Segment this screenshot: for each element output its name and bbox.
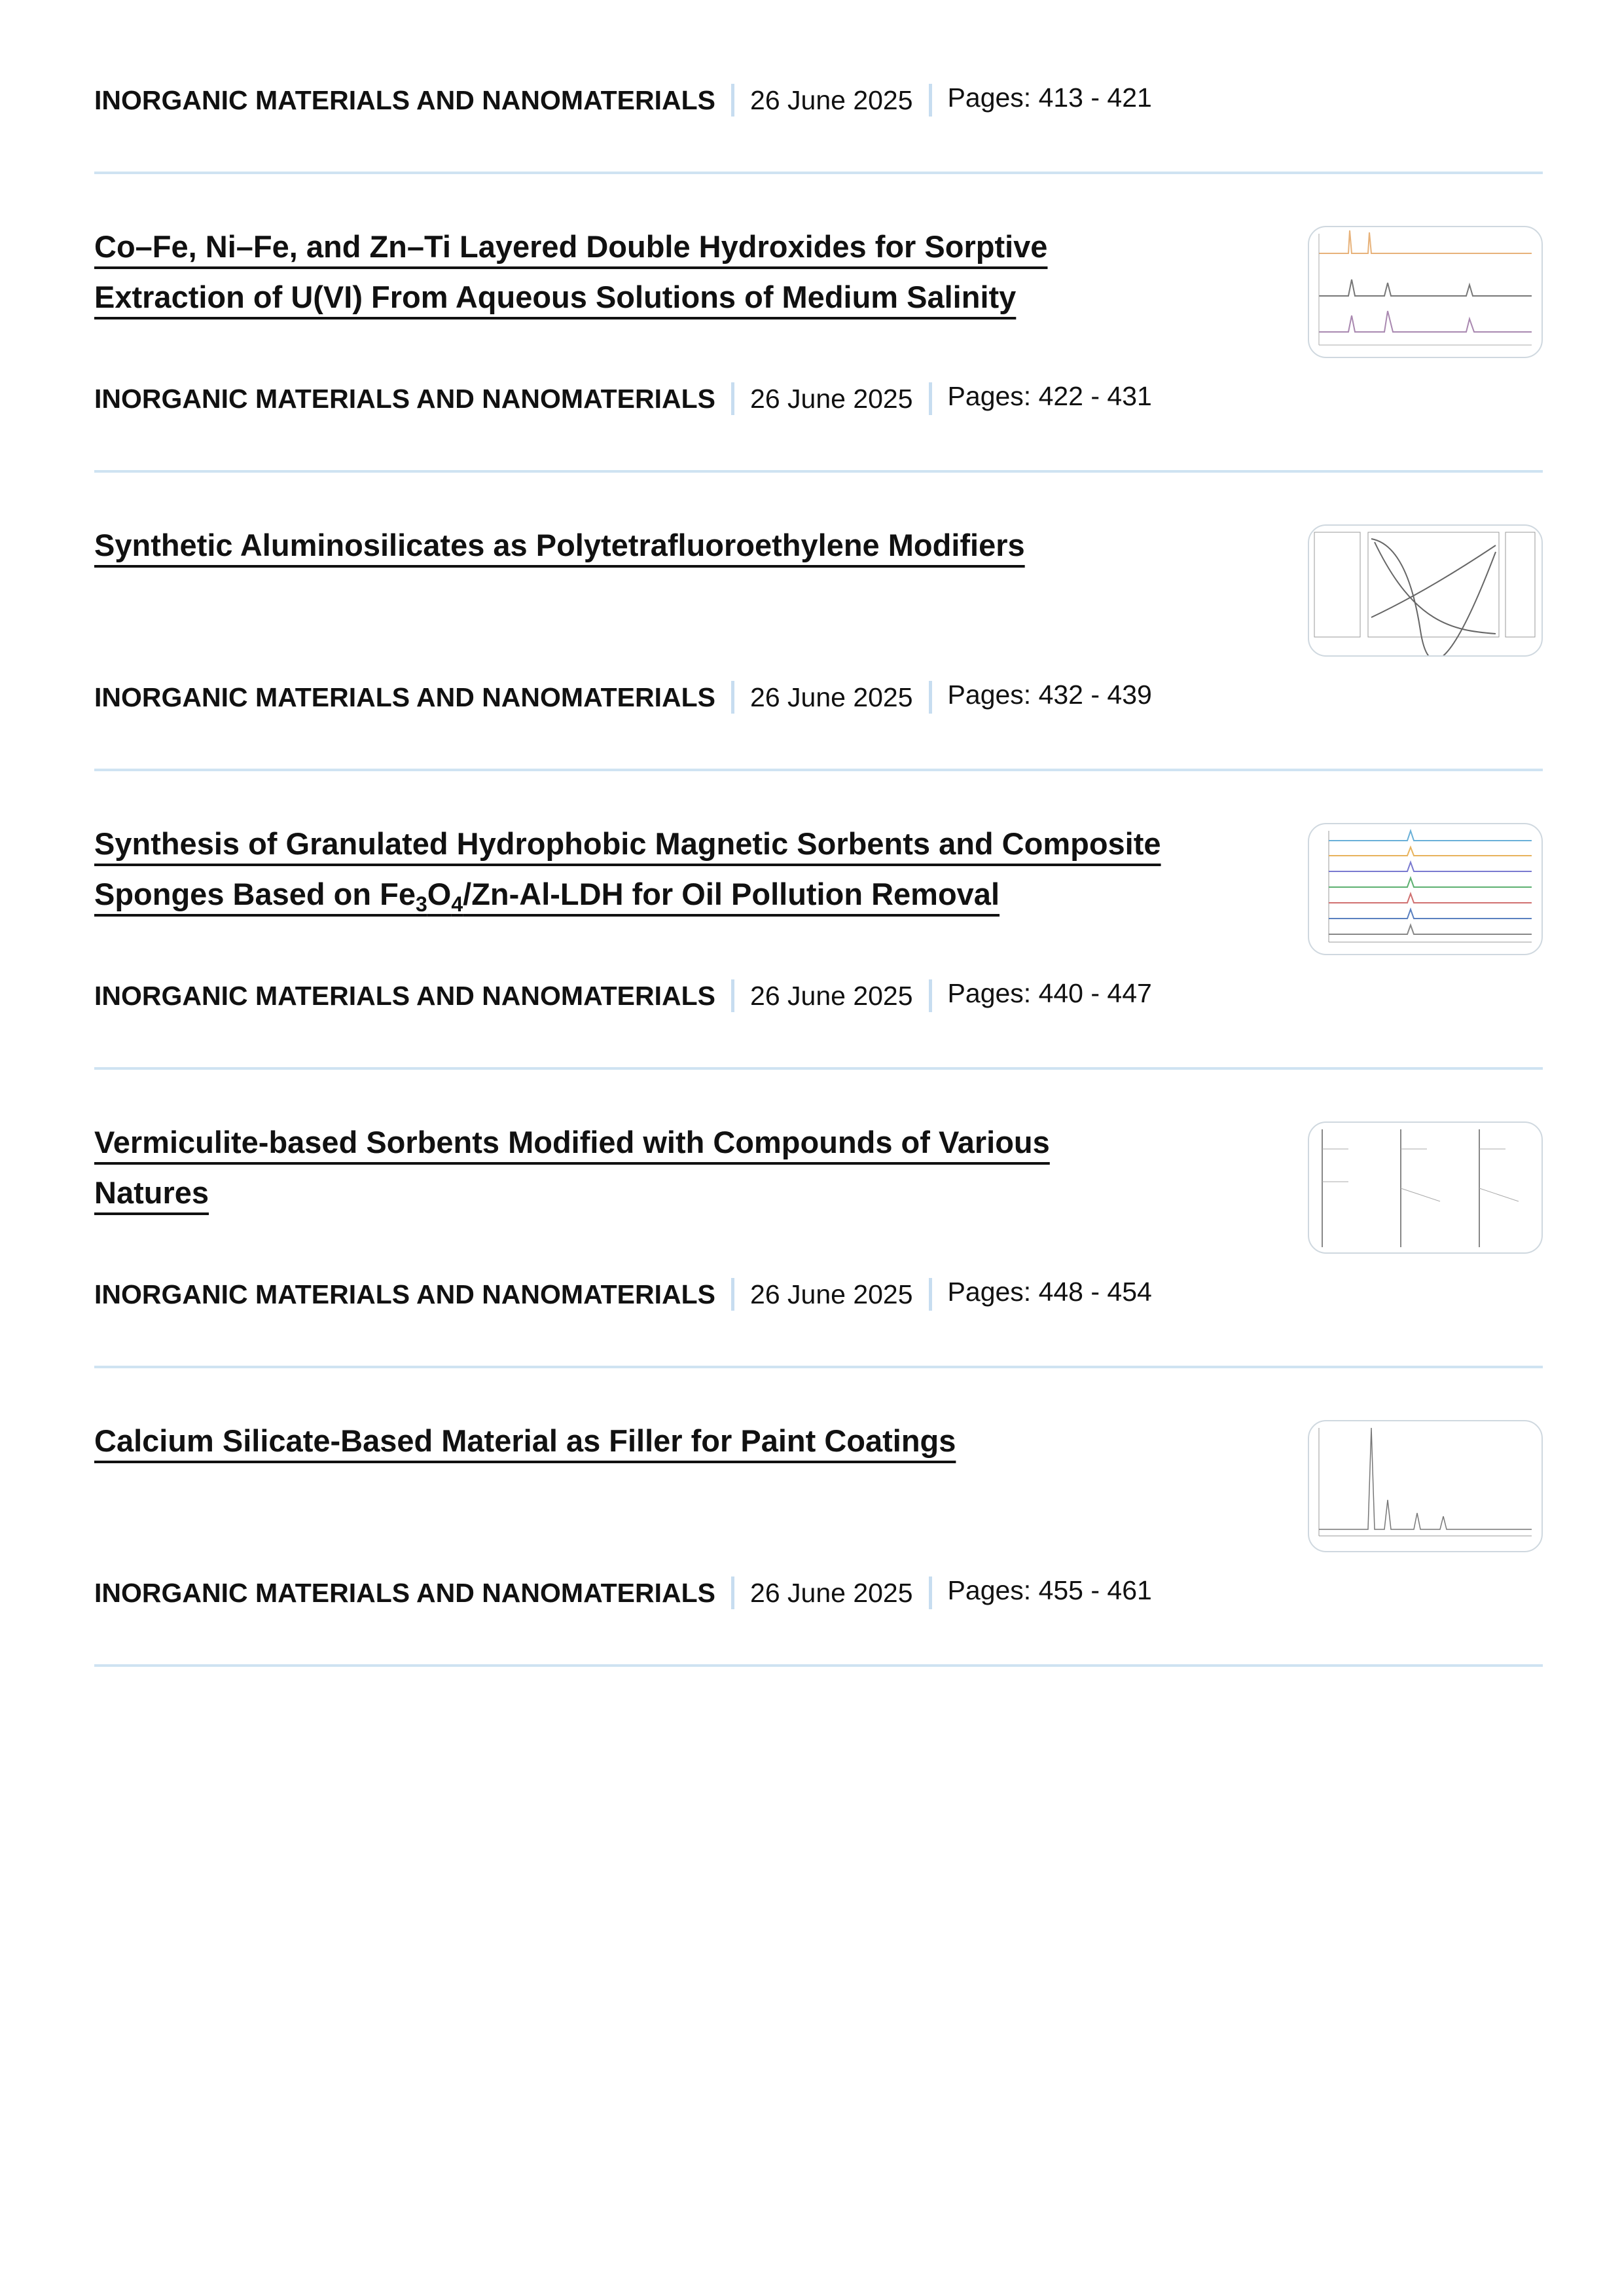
- article-thumbnail[interactable]: [1308, 1121, 1543, 1254]
- article-thumbnail[interactable]: [1308, 823, 1543, 955]
- article-title: [94, 1117, 1272, 1218]
- meta-separator: [731, 1278, 734, 1311]
- meta-separator: [731, 979, 734, 1012]
- xrd-pattern-figure-icon: [1309, 1421, 1541, 1551]
- meta-separator: [731, 1576, 734, 1609]
- meta-separator: [731, 84, 734, 117]
- meta-separator: [929, 1576, 932, 1609]
- article-title-link[interactable]: Vermiculite-based Sorbents Modified with Compounds of Various Natures: [94, 1125, 1050, 1210]
- xrd-stacked-figure-icon: [1309, 824, 1541, 954]
- meta-separator: [929, 979, 932, 1012]
- xrd-pattern-figure-icon: [1309, 227, 1541, 357]
- article-title-link[interactable]: Calcium Silicate-Based Material as Filler for Paint Coatings: [94, 1423, 956, 1458]
- page-range: Pages: 422 - 431: [947, 381, 1152, 411]
- article-entry: [94, 473, 1543, 771]
- article-entry: [94, 1070, 1543, 1368]
- publish-date: 26 June 2025: [750, 981, 913, 1011]
- article-title: [94, 1415, 1272, 1466]
- article-title: [94, 221, 1272, 322]
- publish-date: 26 June 2025: [750, 384, 913, 414]
- article-meta: [94, 84, 1152, 117]
- meta-separator: [929, 84, 932, 117]
- journal-name: INORGANIC MATERIALS AND NANOMATERIALS: [94, 1279, 716, 1309]
- article-thumbnail[interactable]: [1308, 1420, 1543, 1552]
- article-thumbnail[interactable]: [1308, 524, 1543, 657]
- article-entry: [94, 771, 1543, 1070]
- publish-date: 26 June 2025: [750, 1279, 913, 1309]
- publish-date: 26 June 2025: [750, 682, 913, 712]
- page-range: Pages: 440 - 447: [947, 978, 1152, 1008]
- article-entry: [94, 1368, 1543, 1667]
- page-range: Pages: 432 - 439: [947, 680, 1152, 710]
- article-entry: [94, 174, 1543, 473]
- meta-separator: [731, 681, 734, 714]
- meta-separator: [731, 382, 734, 415]
- meta-separator: [929, 382, 932, 415]
- article-entry-previous: [94, 0, 1543, 174]
- article-title: [94, 818, 1272, 919]
- publish-date: 26 June 2025: [750, 85, 913, 115]
- article-meta: [94, 681, 1152, 714]
- meta-separator: [929, 1278, 932, 1311]
- journal-name: INORGANIC MATERIALS AND NANOMATERIALS: [94, 981, 716, 1011]
- article-meta: [94, 1576, 1152, 1609]
- publish-date: 26 June 2025: [750, 1578, 913, 1608]
- journal-name: INORGANIC MATERIALS AND NANOMATERIALS: [94, 384, 716, 414]
- structure-scheme-figure-icon: [1309, 1123, 1541, 1252]
- page-range: Pages: 413 - 421: [947, 82, 1152, 113]
- article-title-link[interactable]: Co–Fe, Ni–Fe, and Zn–Ti Layered Double Hydroxides for Sorptive Extraction of U(VI) From Aqueous Solutions of Medium Salinity: [94, 229, 1048, 314]
- journal-name: INORGANIC MATERIALS AND NANOMATERIALS: [94, 1578, 716, 1608]
- article-title-link[interactable]: Synthetic Aluminosilicates as Polytetrafluoroethylene Modifiers: [94, 528, 1025, 562]
- page-range: Pages: 455 - 461: [947, 1575, 1152, 1605]
- article-title: [94, 520, 1272, 570]
- page-range: Pages: 448 - 454: [947, 1277, 1152, 1307]
- thermal-analysis-figure-icon: [1309, 526, 1541, 655]
- article-meta: [94, 979, 1152, 1012]
- journal-name: INORGANIC MATERIALS AND NANOMATERIALS: [94, 85, 716, 115]
- article-title-link[interactable]: Synthesis of Granulated Hydrophobic Magnetic Sorbents and Composite Sponges Based on $Fe_3O_4/Zn-Al$-LDH for Oil Pollution Removal: [94, 826, 1161, 916]
- article-meta: [94, 382, 1152, 415]
- divider: [94, 1664, 1543, 1667]
- meta-separator: [929, 681, 932, 714]
- journal-name: INORGANIC MATERIALS AND NANOMATERIALS: [94, 682, 716, 712]
- article-meta: [94, 1278, 1152, 1311]
- article-thumbnail[interactable]: [1308, 226, 1543, 358]
